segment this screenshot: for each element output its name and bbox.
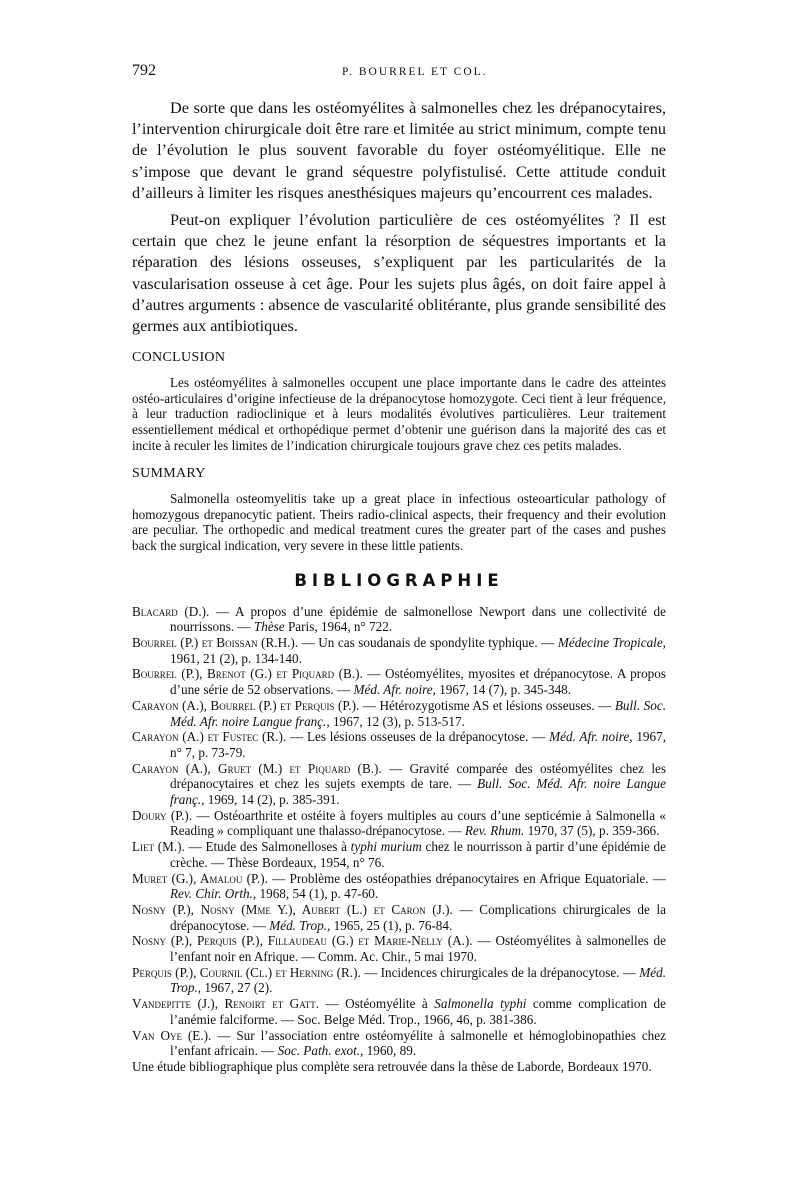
reference-authors: Muret (G.), Amalou (P.). [132,870,268,886]
reference-authors: Nosny (P.), Nosny (Mme Y.), Aubert (L.) et Caron (J.). [132,901,453,917]
reference-details: 1967, 14 (7), p. 345-348. [435,682,572,698]
reference-text: — Un cas soudanais de spondylite typhique. — [298,634,558,650]
reference-list [132,604,666,1075]
page-number: 792 [132,62,156,79]
body-paragraph: De sorte que dans les ostéomyélites à salmonelles chez les drépanocytaires, l’intervention chirurgicale doit être rare et limitée au strict minimum, compte tenu de l’évolution le plus souvent favorable du foyer ostéomyélitique. Elle ne s’impose que devant le grand séquestre polyfistulisé. Cette attitude conduit d’ailleurs à limiter les risques anesthésiques majeurs qu’encourrent ces malades. [132,99,666,202]
reference-journal: Bull. Soc. Méd. Afr. noire Langue franç., [170,697,666,729]
reference-text: — Etude des Salmonelloses à [184,839,351,855]
reference-item [132,902,666,933]
reference-details: Paris, 1964, n° 722. [284,619,393,635]
reference-journal: Méd. Afr. noire, [353,682,436,698]
reference-journal: Rev. Chir. Orth., [170,886,257,902]
reference-text: — Incidences chirurgicales de la drépanocytose. — [360,964,640,980]
reference-details: 1961, 21 (2), p. 134-140. [170,650,302,666]
reference-text: — Hétérozygotisme AS et lésions osseuses. — [359,697,615,713]
reference-item [132,666,666,697]
reference-journal: typhi murium [350,839,422,855]
reference-details: 1967, 12 (3), p. 513-517. [329,713,465,729]
reference-text: — A propos d’une épidémie de salmonellose Newport dans une collectivité de nourrissons. — [170,603,667,635]
reference-details: 1960, 89. [363,1043,417,1059]
reference-authors: Bourrel (P.), Brenot (G.) et Piquard (B.). [132,666,363,682]
reference-item [132,996,666,1027]
reference-item [132,965,666,996]
reference-authors: Carayon (A.) et Fustec (R.). [132,729,287,745]
reference-authors: Vandepitte (J.), Renoirt et Gatt. [132,996,319,1012]
reference-item [132,761,666,808]
reference-journal: Soc. Path. exot., [277,1043,364,1059]
reference-journal: Bull. Soc. Méd. Afr. noire Langue franç., [170,776,666,808]
bibliography-closing-note: Une étude bibliographique plus complète sera retrouvée dans la thèse de Laborde, Bordeaux 1970. [132,1058,652,1074]
summary-heading: SUMMARY [132,466,206,482]
reference-text: — Problème des ostéopathies drépanocytaires en Afrique Equatoriale. — [267,870,666,886]
reference-details: 1970, 37 (5), p. 359-366. [524,823,660,839]
running-head: P. BOURREL ET COL. [342,66,488,78]
reference-text: — Ostéoarthrite et ostéite à foyers multiples au cours d’une septicémie à Salmonella « Reading » compliquant une thalasso-drépanocytose. — [170,807,666,839]
reference-text: — Gravité comparée des ostéomyélites chez les drépanocytaires et chez les sujets exempts de tare. — [170,760,666,792]
reference-details: 1967, 27 (2). [201,980,273,996]
conclusion-text: Les ostéomyélites à salmonelles occupent une place importante dans le cadre des atteintes ostéo-articulaires d’origine infectieuse de la drépanocytose homozygote. Ceci tient à leur fréquence, à leur traduction radioclinique et à leurs modalités évolutives particulières. Leur traitement essentiellement médical et orthopédique permet d’obtenir une guérison dans la majorité des cas et incite à reculer les limites de l’indication chirurgicale toujours grave chez ces petits malades. [132,375,666,453]
page-content [132,98,666,1075]
reference-journal: Méd. Trop., [269,917,331,933]
reference-authors: Bourrel (P.) et Boissan (R.H.). [132,634,299,650]
reference-authors: Van Oye (E.). [132,1027,212,1043]
reference-authors: Carayon (A.), Bourrel (P.) et Perquis (P.). [132,697,360,713]
bibliography-title: BIBLIOGRAPHIE [294,570,504,590]
reference-journal: Salmonella typhi [434,996,527,1012]
reference-item [132,729,666,760]
reference-item [132,808,666,839]
reference-journal: Méd. Trop., [170,964,667,996]
reference-text: — Les lésions osseuses de la drépanocytose. — [286,729,550,745]
summary-text: Salmonella osteomyelitis take up a great place in infectious osteoarticular pathology of homozygous drepanocytic patient. Theirs radio-clinical aspects, their frequency and their evolution are peculiar. The orthopedic and medical treatment cures the greater part of the cases and pushes back the surgical indication, very severe in these little patients. [132,491,666,553]
reference-authors: Blacard (D.). [132,603,210,619]
reference-authors: Nosny (P.), Perquis (P.), Fillaudeau (G.) et Marie-Nelly (A.). [132,933,473,949]
reference-journal: Thèse [253,619,285,635]
reference-text: — Complications chirurgicales de la drépanocytose. — [170,901,666,933]
reference-item [132,635,666,666]
reference-text: — Ostéomyélite à [319,996,435,1012]
reference-item [132,1028,666,1059]
reference-journal: Rev. Rhum. [464,823,525,839]
reference-authors: Doury (P.). [132,807,193,823]
reference-details: 1967, n° 7, p. 73-79. [170,729,666,760]
reference-details: chez le nourrisson à partir d’une épidémie de crèche. — Thèse Bordeaux, 1954, n° 76. [170,839,666,870]
reference-authors: Carayon (A.), Gruet (M.) et Piquard (B.). [132,760,382,776]
reference-item [132,871,666,902]
page-header [132,62,666,86]
reference-authors: Liet (M.). [132,839,185,855]
reference-details: comme complication de l’anémie falciforme. — Soc. Belge Méd. Trop., 1966, 46, p. 381-386. [170,996,666,1027]
reference-journal: Méd. Afr. noire, [549,729,633,745]
reference-details: 1968, 54 (1), p. 47-60. [256,886,379,902]
conclusion-heading: CONCLUSION [132,350,226,366]
reference-text: — Sur l’association entre ostéomyélite à salmonelle et hémoglobinopathies chez l’enfant africain. — [170,1027,666,1059]
reference-text: — Ostéomyélites à salmonelles de l’enfant noir en Afrique. — Comm. Ac. Chir., 5 mai 1970. [170,933,666,965]
reference-item [132,604,666,635]
reference-details: 1965, 25 (1), p. 76-84. [330,917,453,933]
reference-item [132,933,666,964]
reference-item [132,698,666,729]
reference-authors: Perquis (P.), Cournil (Cl.) et Herning (R.). [132,964,361,980]
body-paragraph: Peut-on expliquer l’évolution particulière de ces ostéomyélites ? Il est certain que chez le jeune enfant la résorption de séquestres importants et la réparation des lésions osseuses, s’expliquent par les particularités de la vascularisation osseuse à cet âge. Pour les sujets plus âgés, on doit faire appel à d’autres arguments : absence de vascularité oblitérante, plus grande sensibilité des germes aux antibiotiques. [132,211,666,336]
reference-text: — Ostéomyélites, myosites et drépanocytose. A propos d’une série de 52 observations. — [170,666,666,698]
reference-details: 1969, 14 (2), p. 385-391. [204,792,340,808]
reference-item [132,839,666,870]
reference-journal: Médecine Tropicale, [557,634,666,650]
